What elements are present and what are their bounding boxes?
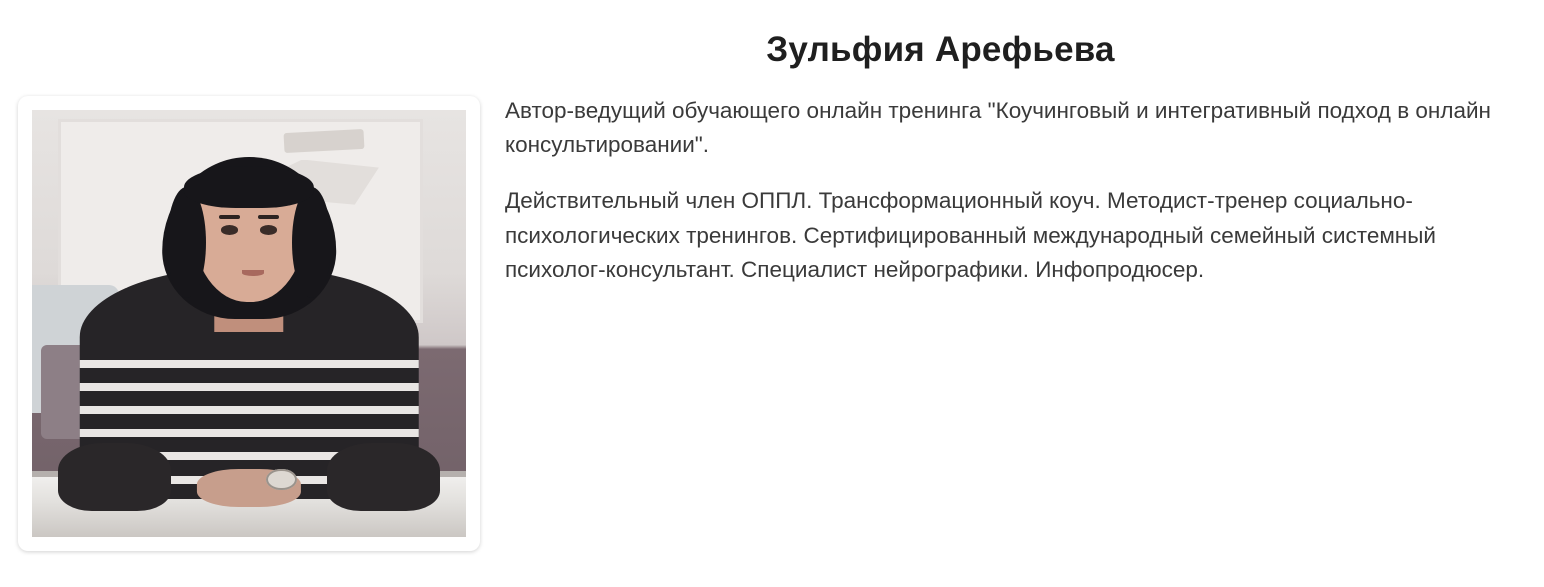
photo-column (0, 0, 480, 551)
portrait-frame (18, 96, 480, 551)
photo-person-eye-left (221, 225, 238, 234)
portrait-photo (32, 110, 466, 537)
photo-person-eye-right (260, 225, 277, 234)
photo-person-arm-right (327, 443, 440, 511)
photo-person-brow-left (219, 215, 241, 219)
photo-person-brow-right (258, 215, 280, 219)
page-title: Зульфия Арефьева (766, 30, 1115, 69)
photo-whiteboard-mark (284, 129, 365, 154)
photo-person-bangs (184, 166, 314, 209)
photo-person-arm-left (58, 443, 171, 511)
photo-wristwatch (266, 469, 296, 490)
bio-paragraph-1: Автор-ведущий обучающего онлайн тренинга "Коучинговый и интегративный подход в онлайн консультировании". (505, 98, 1491, 158)
bio-paragraph-2: Действительный член ОППЛ. Трансформационный коуч. Методист-тренер социально- психологических тренингов. Сертифицированный международный семейный системный психолог-консультант. Специалист нейрографики. Инфопродюсер. (505, 188, 1436, 282)
bio-column (480, 0, 1544, 287)
